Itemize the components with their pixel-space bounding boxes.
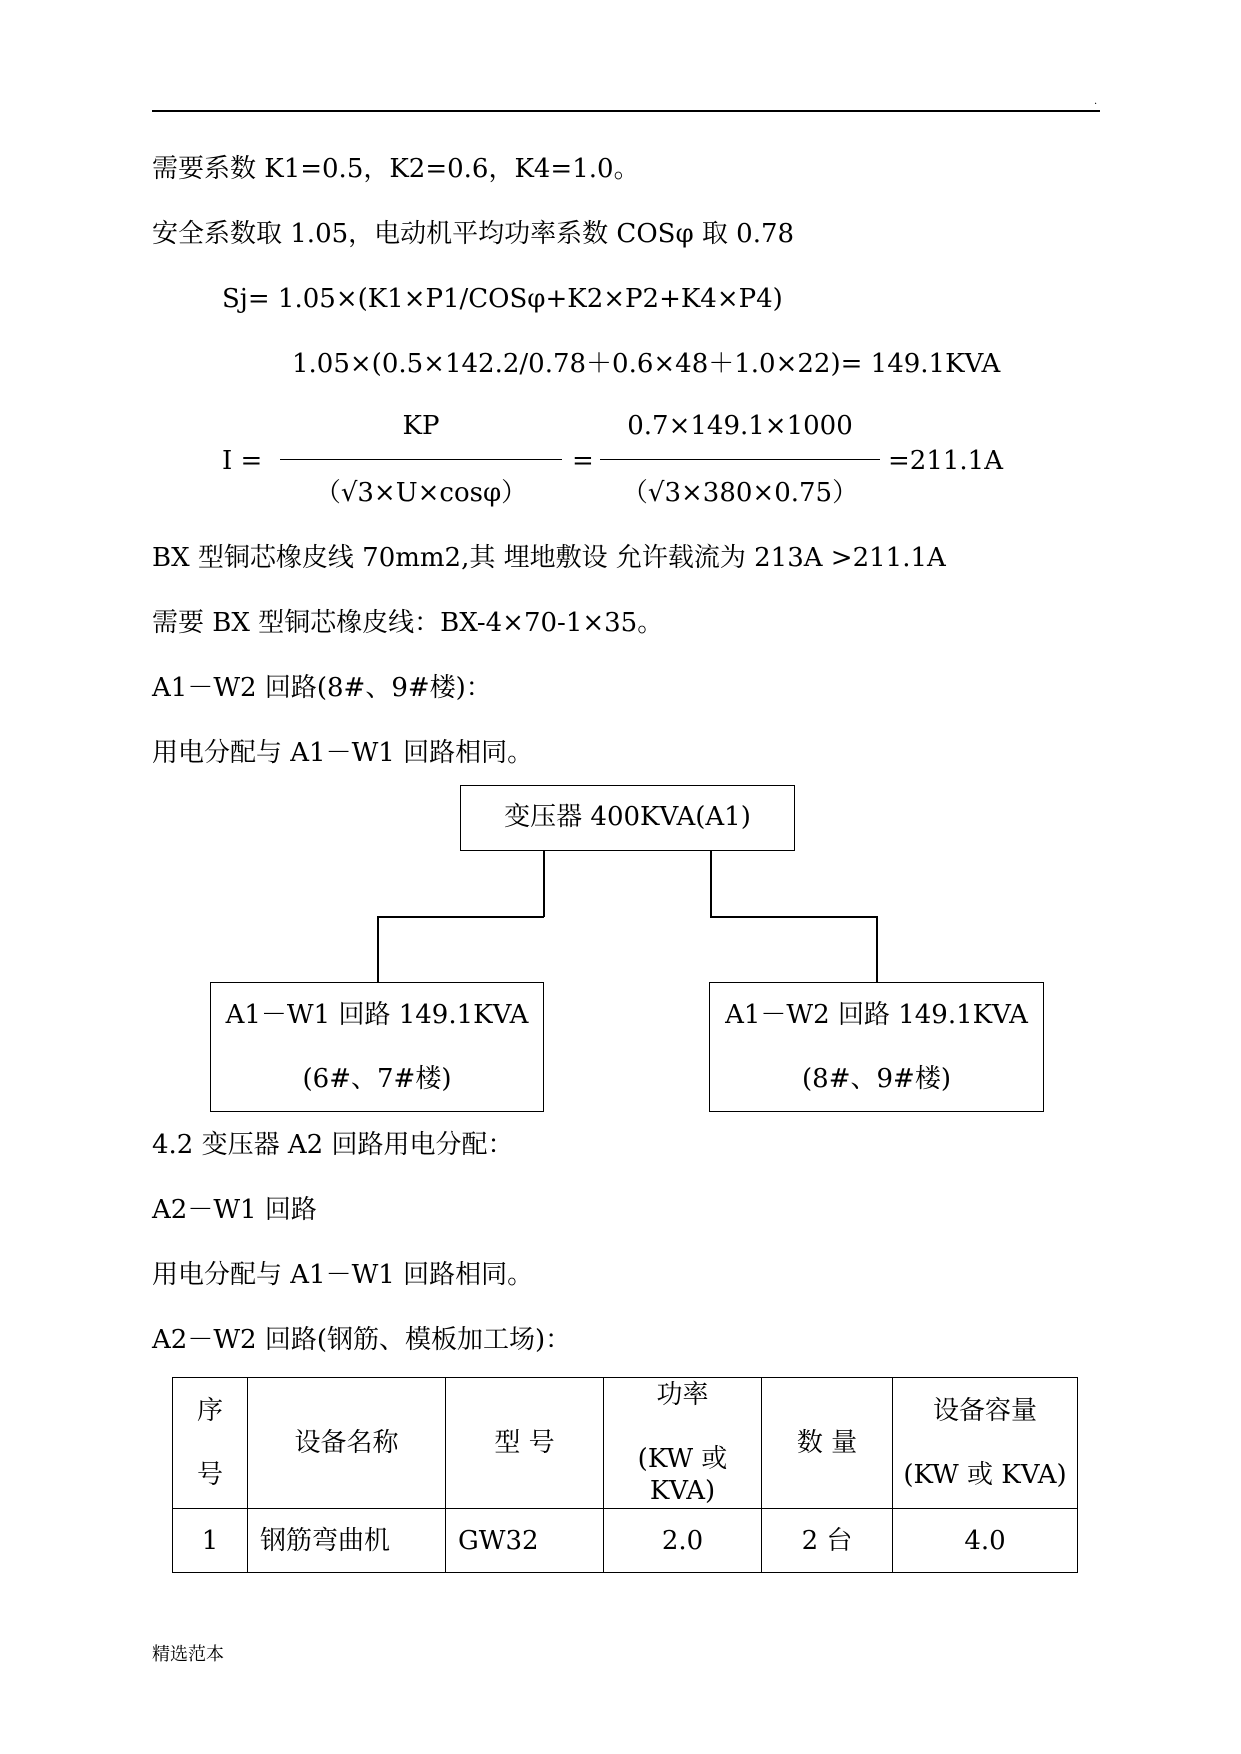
cell-power: 2.0 bbox=[604, 1509, 762, 1573]
connector-line bbox=[377, 916, 544, 918]
header-text: (KW 或 KVA) bbox=[903, 1460, 1067, 1490]
table-header-row bbox=[173, 1378, 1078, 1509]
fraction-numerator: 0.7×149.1×1000 bbox=[627, 411, 853, 441]
connector-line bbox=[377, 916, 379, 983]
equipment-table bbox=[172, 1377, 1078, 1573]
equals-sign: = bbox=[572, 446, 594, 476]
connector-line bbox=[710, 851, 712, 917]
fraction-bar bbox=[280, 459, 562, 460]
formula-line: 1.05×(0.5×142.2/0.78＋0.6×48＋1.0×22)= 149.1KVA bbox=[292, 349, 1001, 379]
header-text: (KW 或 KVA) bbox=[637, 1444, 728, 1506]
fraction-numerator: KP bbox=[402, 411, 440, 441]
formula-lhs: I = bbox=[222, 446, 263, 476]
header-text: 号 bbox=[196, 1460, 223, 1490]
header-model: 型 号 bbox=[446, 1378, 604, 1509]
cell-seq: 1 bbox=[173, 1509, 248, 1573]
connector-line bbox=[543, 851, 545, 917]
formula-result: =211.1A bbox=[888, 446, 1003, 476]
cell-qty: 2 台 bbox=[762, 1509, 893, 1573]
text-line: 安全系数取 1.05，电动机平均功率系数 COSφ 取 0.78 bbox=[152, 219, 795, 249]
transformer-label: 变压器 400KVA(A1) bbox=[504, 802, 751, 832]
header-corner-mark: . bbox=[1094, 96, 1098, 107]
table-row bbox=[173, 1509, 1078, 1573]
fraction-denominator: （√3×U×cosφ） bbox=[314, 478, 528, 508]
header-qty: 数 量 bbox=[762, 1378, 893, 1509]
connector-line bbox=[710, 916, 877, 918]
circuit-label: A1－W1 回路 149.1KVA bbox=[225, 1000, 529, 1030]
cell-capacity: 4.0 bbox=[893, 1509, 1078, 1573]
circuit-box-right bbox=[709, 982, 1044, 1112]
text-line: 需要系数 K1=0.5，K2=0.6，K4=1.0。 bbox=[152, 154, 640, 184]
cell-name: 钢筋弯曲机 bbox=[248, 1509, 446, 1573]
header-power bbox=[604, 1378, 762, 1509]
connector-line bbox=[876, 916, 878, 983]
header-rule bbox=[152, 110, 1100, 112]
text-line: A2－W2 回路(钢筋、模板加工场)： bbox=[152, 1325, 572, 1355]
cell-model: GW32 bbox=[446, 1509, 604, 1573]
circuit-label: A1－W2 回路 149.1KVA bbox=[725, 1000, 1028, 1030]
text-line: 用电分配与 A1－W1 回路相同。 bbox=[152, 1260, 534, 1290]
fraction-bar bbox=[600, 459, 880, 460]
header-text: 序 bbox=[196, 1396, 223, 1426]
circuit-box-left bbox=[210, 982, 544, 1112]
circuit-buildings: (8#、9#楼) bbox=[802, 1064, 951, 1094]
text-line: A1－W2 回路(8#、9#楼)： bbox=[152, 673, 492, 703]
circuit-buildings: (6#、7#楼) bbox=[302, 1064, 452, 1094]
transformer-box bbox=[460, 785, 795, 851]
header-text: 功率 bbox=[656, 1380, 709, 1410]
fraction-denominator: （√3×380×0.75） bbox=[621, 478, 859, 508]
section-heading: 4.2 变压器 A2 回路用电分配： bbox=[152, 1130, 514, 1160]
text-line: A2－W1 回路 bbox=[152, 1195, 317, 1225]
header-capacity bbox=[893, 1378, 1078, 1509]
formula-line: Sj= 1.05×(K1×P1/COSφ+K2×P2+K4×P4) bbox=[222, 284, 783, 314]
header-seq bbox=[173, 1378, 248, 1509]
header-text: 设备容量 bbox=[932, 1396, 1037, 1426]
text-line: 需要 BX 型铜芯橡皮线：BX-4×70-1×35。 bbox=[152, 608, 664, 638]
text-line: BX 型铜芯橡皮线 70mm2,其 埋地敷设 允许载流为 213A >211.1A bbox=[152, 543, 946, 573]
text-line: 用电分配与 A1－W1 回路相同。 bbox=[152, 738, 534, 768]
footer-text: 精选范本 bbox=[152, 1644, 224, 1665]
header-name: 设备名称 bbox=[248, 1378, 446, 1509]
